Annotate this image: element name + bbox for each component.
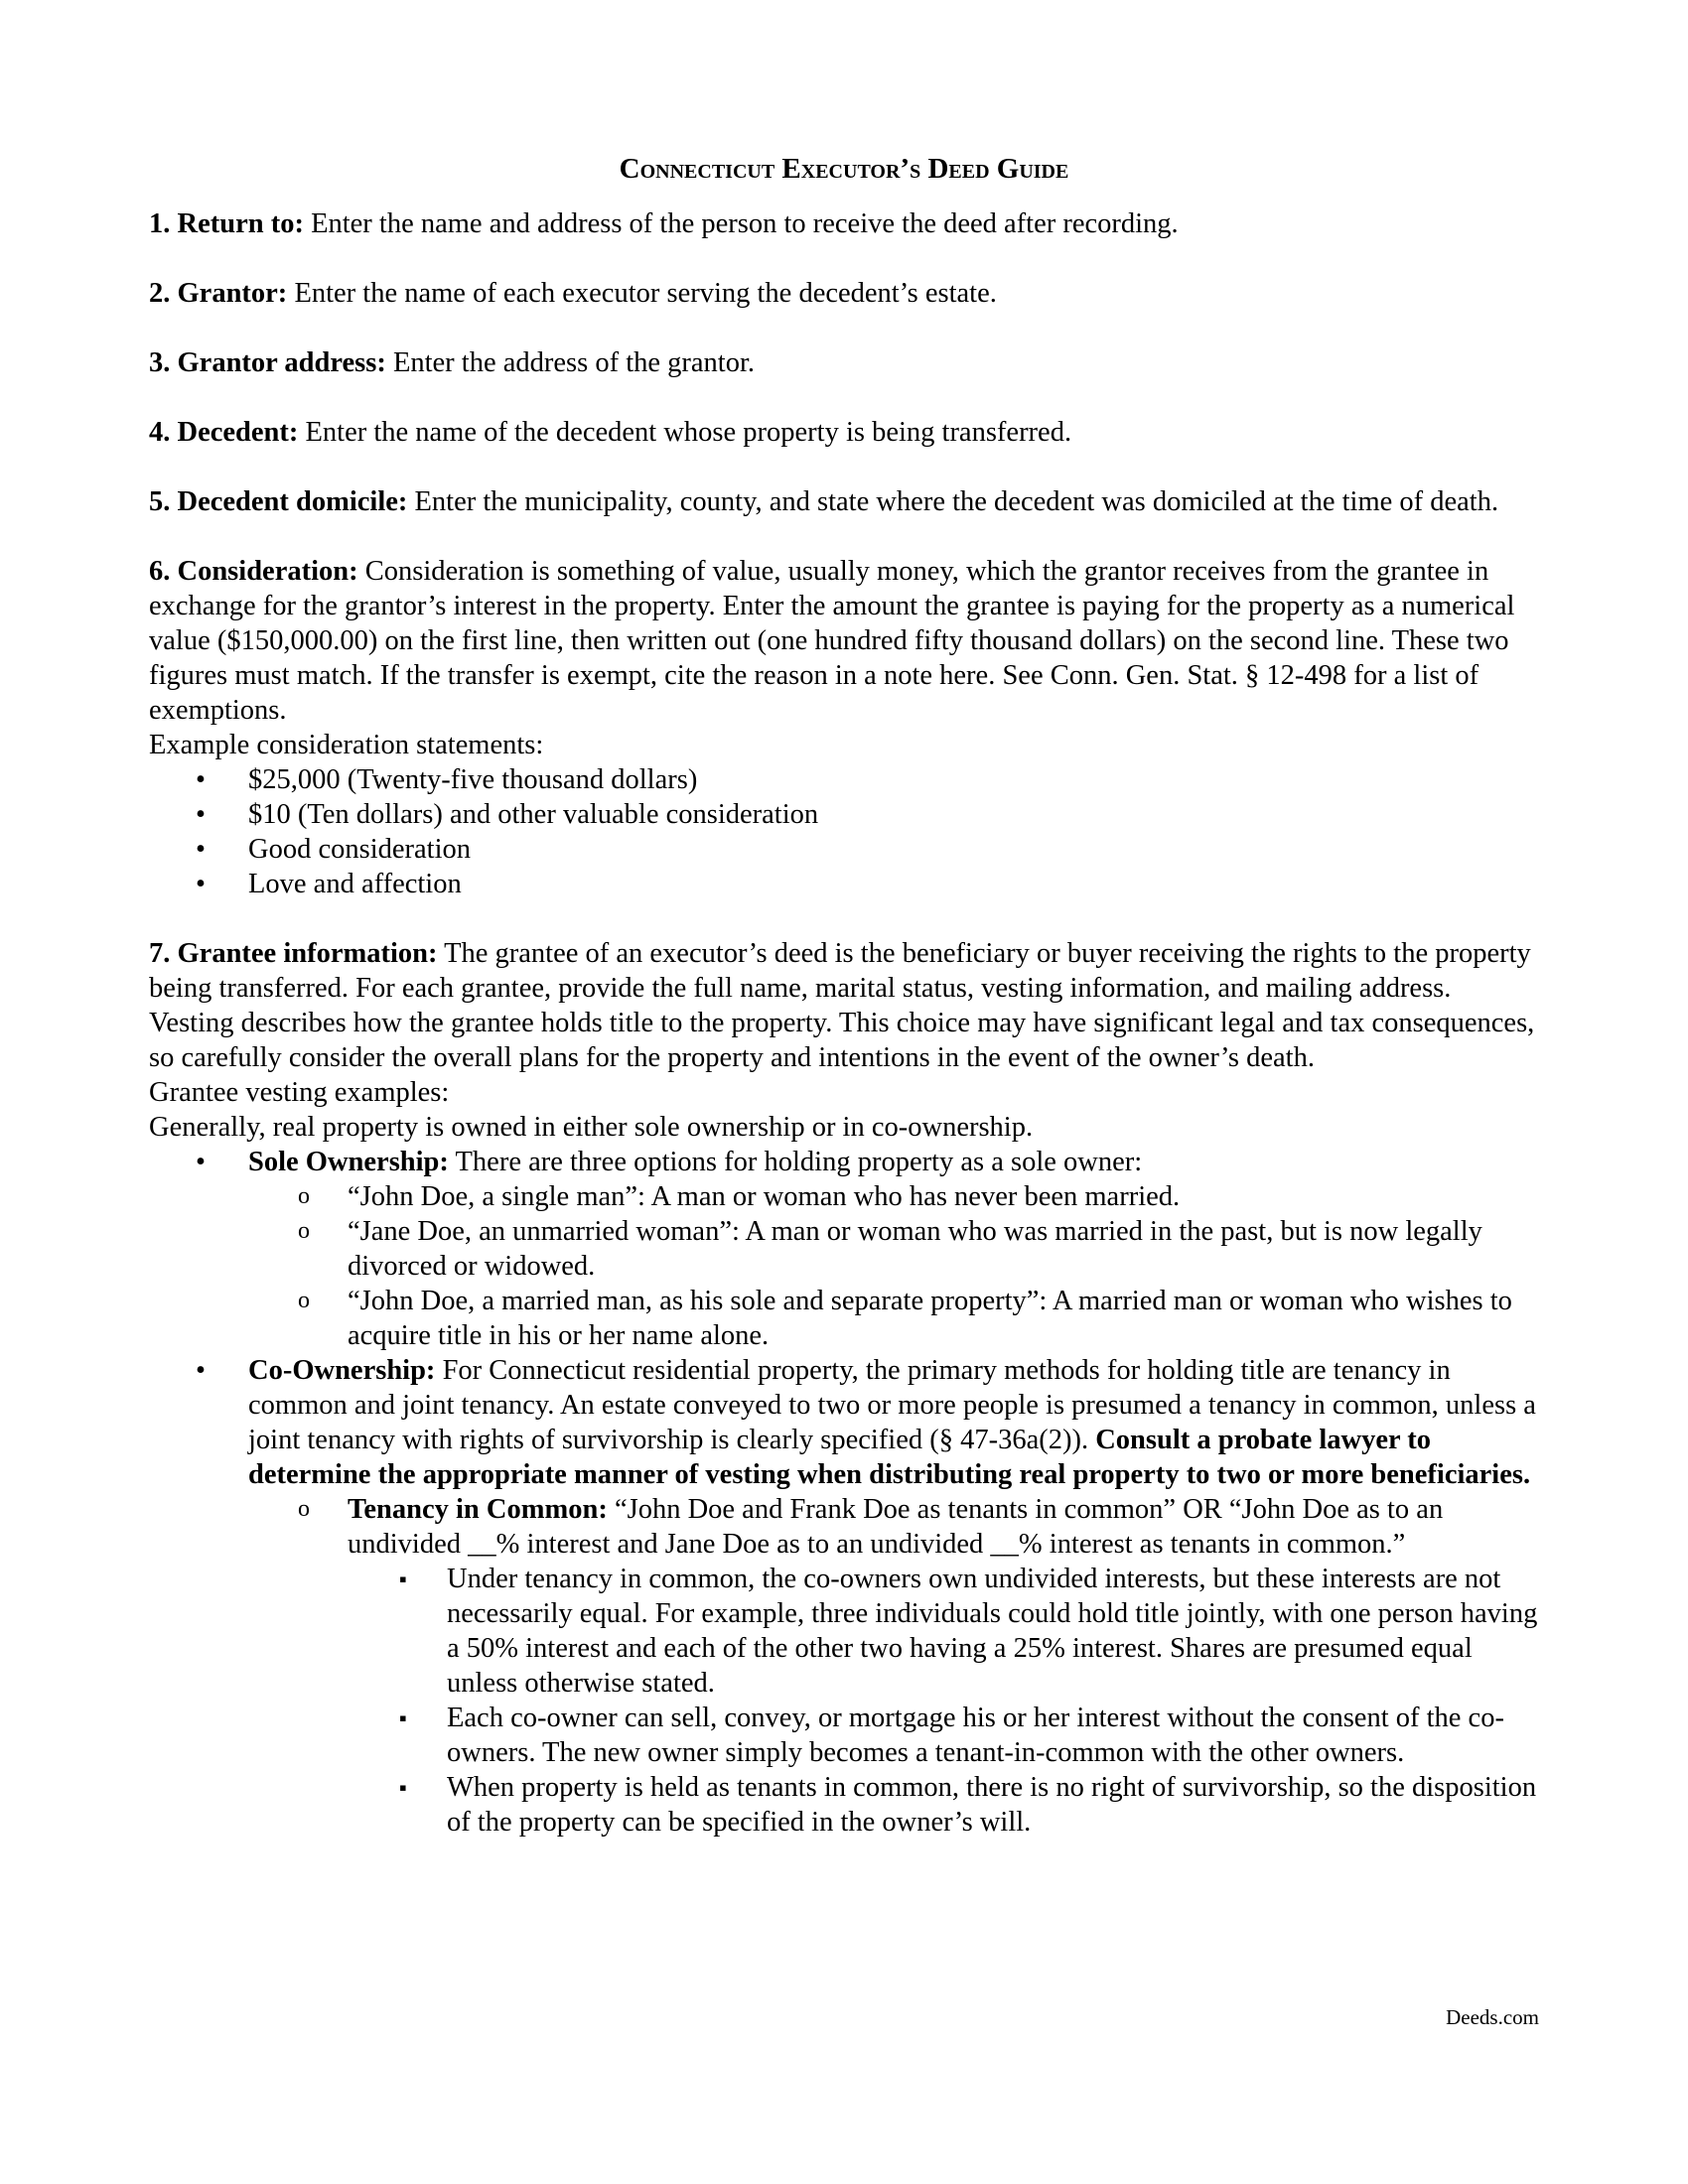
item-label: 7. Grantee information: [149,938,438,969]
sole-ownership-options [248,1179,1539,1353]
item-label: Tenancy in Common: [348,1494,608,1525]
list-item: ▪ Each co-owner can sell, convey, or mortgage his or her interest without the consent of the co-owners. The new owner simply becomes a tenant-in-common with the other owners. [348,1701,1539,1770]
consideration-examples-list [149,762,1539,901]
item-label: 1. Return to: [149,208,304,239]
tenancy-in-common-points [348,1562,1539,1840]
footer-brand: Deeds.com [1446,2005,1539,2029]
co-ownership-options [248,1492,1539,1840]
item-text: Enter the name and address of the person to receive the deed after recording. [303,208,1179,239]
item-text: The grantee of an executor’s deed is the beneficiary or buyer receiving the rights to the property being transferred. For each grantee, provide the full name, marital status, vesting information, and mailing address. [149,938,1531,1004]
item-grantee-information [149,936,1539,1006]
consideration-examples-heading: Example consideration statements: [149,730,544,760]
lawyer-advice: Consult a probate lawyer to determine the appropriate manner of vesting when distributing real property to two or more beneficiaries. [248,1425,1531,1490]
item-decedent [149,415,1539,450]
item-text: Enter the name of each executor serving the decedent’s estate. [287,278,997,309]
item-grantor [149,276,1539,311]
item-label: Co-Ownership: [248,1355,436,1386]
list-item: • $25,000 (Twenty-five thousand dollars) [149,762,1539,797]
vesting-examples-heading: Grantee vesting examples: [149,1077,450,1108]
item-text: Enter the address of the grantor. [385,347,755,378]
list-item: o “Jane Doe, an unmarried woman”: A man or woman who was married in the past, but is now legally divorced or widowed. [248,1214,1539,1284]
item-label: 6. Consideration: [149,556,358,587]
list-item: o “John Doe, a single man”: A man or woman who has never been married. [248,1179,1539,1214]
tenancy-in-common-item [248,1492,1539,1840]
list-item: • Good consideration [149,832,1539,867]
item-text: “John Doe and Frank Doe as tenants in common” OR “John Doe as to an undivided __% interest and Jane Doe as to an undivided __% interest as tenants in common.” [348,1494,1444,1560]
sole-ownership-item [149,1145,1539,1353]
item-label: 2. Grantor: [149,278,288,309]
list-item: • Love and affection [149,867,1539,901]
item-grantor-address [149,345,1539,380]
item-consideration [149,554,1539,728]
list-item: ▪ Under tenancy in common, the co-owners own undivided interests, but these interests are not necessarily equal. For example, three individuals could hold title jointly, with one person having a 50% interest and each of the other two having a 25% interest. Shares are presumed equal unless otherwise stated. [348,1562,1539,1701]
item-label: 4. Decedent: [149,417,299,448]
list-item: ▪ When property is held as tenants in common, there is no right of survivorship, so the disposition of the property can be specified in the owner’s will. [348,1770,1539,1840]
item-text: Consideration is something of value, usually money, which the grantor receives from the grantee in exchange for the grantor’s interest in the property. Enter the amount the grantee is paying for the property as a numerical value ($150,000.00) on the first line, then written out (one hundred fifty thousand dollars) on the second line. These two figures must match. If the transfer is exempt, cite the reason in a note here. See Conn. Gen. Stat. § 12-498 for a list of exemptions. [149,556,1515,726]
page-title: Connecticut Executor’s Deed Guide [619,153,1069,185]
vesting-generally: Generally, real property is owned in either sole ownership or in co-ownership. [149,1112,1034,1143]
vesting-description: Vesting describes how the grantee holds title to the property. This choice may have significant legal and tax consequences, so carefully consider the overall plans for the property and intentions in the event of the owner’s death. [149,1008,1535,1073]
item-text: Enter the municipality, county, and state where the decedent was domiciled at the time of death. [407,486,1499,517]
item-label: 3. Grantor address: [149,347,386,378]
item-label: Sole Ownership: [248,1147,449,1177]
co-ownership-item [149,1353,1539,1840]
ownership-list [149,1145,1539,1840]
item-text: For Connecticut residential property, the primary methods for holding title are tenancy in common and joint tenancy. An estate conveyed to two or more people is presumed a tenancy in common, unless a joint tenancy with rights of survivorship is clearly specified (§ 47-36a(2)). [248,1355,1536,1455]
item-label: 5. Decedent domicile: [149,486,408,517]
document-body [149,144,1539,1840]
item-decedent-domicile [149,484,1539,519]
list-item: • $10 (Ten dollars) and other valuable consideration [149,797,1539,832]
item-text: There are three options for holding property as a sole owner: [448,1147,1143,1177]
list-item: o “John Doe, a married man, as his sole and separate property”: A married man or woman who wishes to acquire title in his or her name alone. [248,1284,1539,1353]
item-text: Enter the name of the decedent whose property is being transferred. [298,417,1072,448]
item-return-to [149,206,1539,241]
